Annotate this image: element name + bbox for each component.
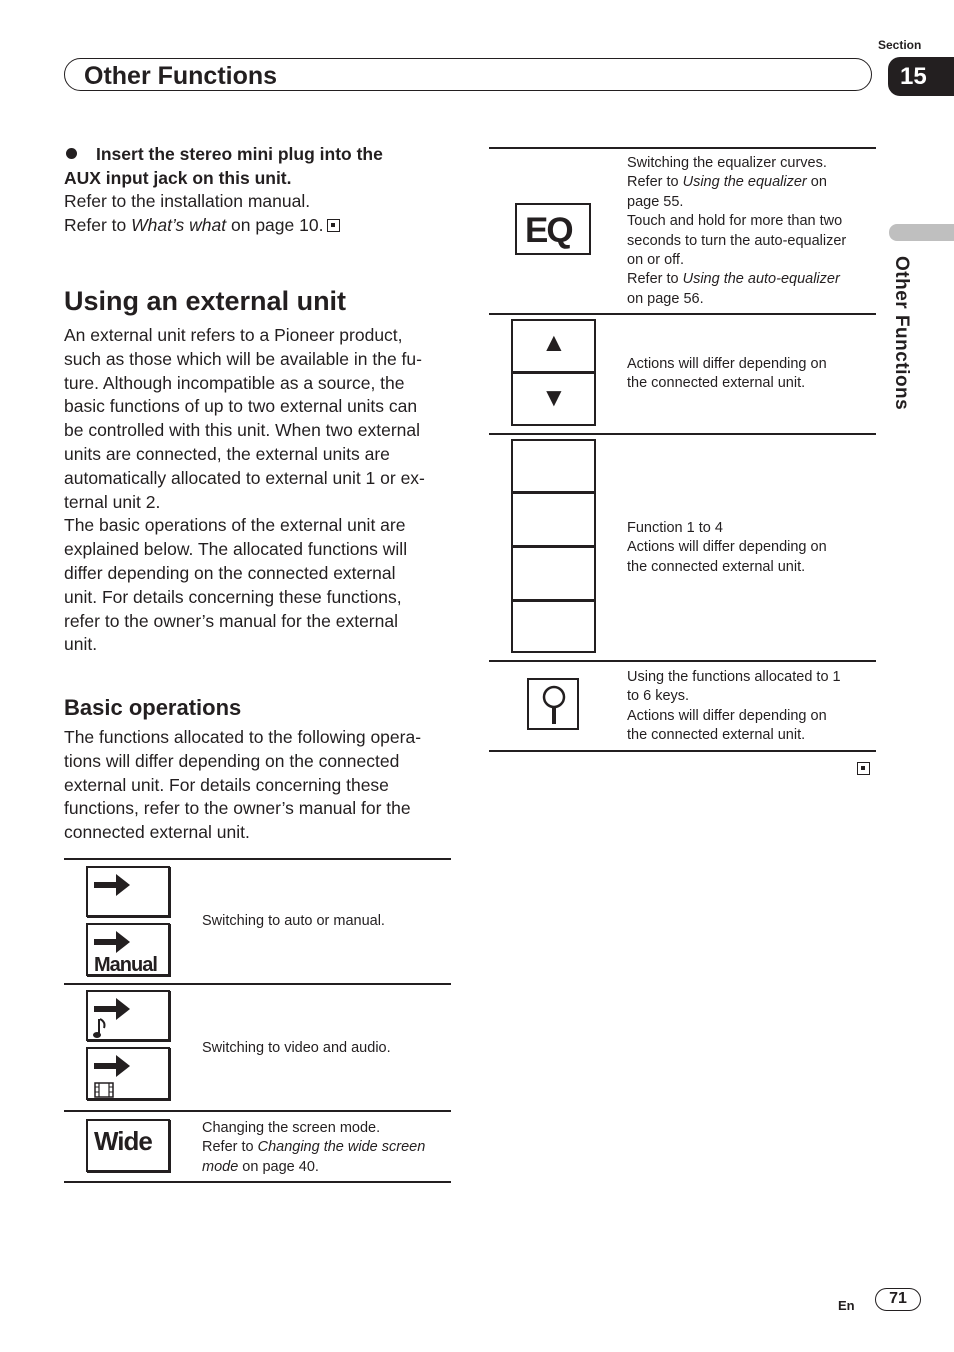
wide-key-label: Wide xyxy=(94,1126,152,1156)
table-rule xyxy=(64,1110,451,1112)
ref-suffix: on page 10. xyxy=(226,214,324,235)
eq-key-button[interactable] xyxy=(515,203,591,255)
text-line: ture. Although incompatible as a source, the xyxy=(64,372,405,393)
function-2-key-button[interactable] xyxy=(511,492,596,547)
text-line: tions will differ depending on the connected xyxy=(64,750,400,771)
language-label: En xyxy=(838,1298,855,1313)
text-line: Actions will differ depending on xyxy=(627,707,827,724)
arrow-right-icon xyxy=(94,931,132,953)
text-line: refer to the owner’s manual for the external xyxy=(64,610,398,631)
ref-prefix: Refer to xyxy=(627,271,683,288)
video-audio-description: Switching to video and audio. xyxy=(202,1040,391,1056)
text-line: the connected external unit. xyxy=(627,375,806,392)
page-number: 71 xyxy=(875,1288,921,1311)
ref-title: Using the auto-equalizer xyxy=(682,271,840,288)
audio-key-button[interactable] xyxy=(86,990,170,1041)
manual-key-label: Manual xyxy=(94,954,157,976)
ref-suffix: on page 40. xyxy=(238,1158,319,1175)
text-line: automatically allocated to external unit 1 or ex- xyxy=(64,467,425,488)
up-key-button[interactable] xyxy=(511,319,596,373)
eq-description xyxy=(627,154,872,309)
text-line: unit. For details concerning these functions, xyxy=(64,586,402,607)
text-line: The functions allocated to the following opera- xyxy=(64,727,422,747)
auto-manual-description: Switching to auto or manual. xyxy=(202,913,385,929)
ref-title: Changing the wide screen xyxy=(257,1139,426,1156)
table-rule xyxy=(64,858,451,860)
section-label: Section xyxy=(878,38,922,52)
ref-suffix: on xyxy=(806,174,827,191)
text-line: such as those which will be available in the fu- xyxy=(64,348,422,369)
aux-note-reference xyxy=(64,214,464,238)
wide-description xyxy=(202,1119,452,1177)
auto-key-button[interactable] xyxy=(86,866,170,917)
table-rule xyxy=(489,433,876,435)
side-tab-label: Other Functions xyxy=(891,256,912,411)
music-note-icon xyxy=(92,1018,108,1040)
table-rule xyxy=(489,660,876,662)
search-icon xyxy=(539,684,569,726)
aux-note-installation: Refer to the installation manual. xyxy=(64,191,311,211)
text-line: The basic operations of the external unit are xyxy=(64,515,406,536)
arrow-right-icon xyxy=(94,874,132,896)
end-mark-icon xyxy=(327,219,340,232)
text-line: basic functions of up to two external units can xyxy=(64,396,418,417)
arrow-right-icon xyxy=(94,1055,132,1077)
table-rule xyxy=(489,750,876,752)
text-line: units are connected, the external units are xyxy=(64,443,390,464)
text-line: Changing the screen mode. xyxy=(202,1120,381,1136)
text-line: ternal unit 2. xyxy=(64,491,161,512)
arrow-right-icon xyxy=(94,998,132,1020)
manual-key-button[interactable] xyxy=(86,923,170,976)
aux-instruction xyxy=(64,142,464,190)
aux-instruction-line2: AUX input jack on this unit. xyxy=(64,168,292,188)
text-line: Touch and hold for more than two xyxy=(627,213,843,230)
text-line: seconds to turn the auto-equalizer xyxy=(627,232,847,249)
text-line: on or off. xyxy=(627,252,684,269)
ref-title: Using the equalizer xyxy=(682,174,807,191)
text-line: explained below. The allocated functions will xyxy=(64,539,408,560)
text-line: differ depending on the connected external xyxy=(64,562,396,583)
table-rule xyxy=(64,1181,451,1183)
wide-key-button[interactable] xyxy=(86,1119,170,1172)
search-key-button[interactable] xyxy=(527,678,579,730)
basic-operations-description xyxy=(64,726,456,845)
function-1-key-button[interactable] xyxy=(511,439,596,493)
section-heading-external-unit: Using an external unit xyxy=(64,286,347,316)
section-number-tab: 15 xyxy=(888,57,954,96)
end-mark-icon xyxy=(857,762,870,775)
text-line: functions, refer to the owner’s manual for the xyxy=(64,798,411,819)
text-line: the connected external unit. xyxy=(627,558,806,575)
page-title: Other Functions xyxy=(84,62,278,90)
function-description xyxy=(627,519,872,577)
ref-title: What’s what xyxy=(131,214,227,235)
side-tab-bar xyxy=(889,224,954,241)
ref-title: mode xyxy=(202,1158,239,1175)
video-key-button[interactable] xyxy=(86,1047,170,1100)
aux-notes xyxy=(64,190,464,238)
down-arrow-icon: ▼ xyxy=(541,382,567,412)
text-line: on page 56. xyxy=(627,290,704,307)
updown-description xyxy=(627,355,872,394)
ref-prefix: Refer to xyxy=(627,174,683,191)
text-line xyxy=(627,270,872,289)
text-line: to 6 keys. xyxy=(627,688,690,705)
end-mark xyxy=(857,761,870,779)
text-line: connected external unit. xyxy=(64,822,250,843)
text-line: be controlled with this unit. When two external xyxy=(64,420,421,441)
search-description xyxy=(627,668,872,746)
film-strip-icon xyxy=(94,1082,114,1098)
text-line: Using the functions allocated to 1 xyxy=(627,669,841,685)
text-line xyxy=(202,1138,452,1157)
subheading-basic-operations: Basic operations xyxy=(64,695,242,720)
text-line: Actions will differ depending on xyxy=(627,356,827,372)
text-line: page 55. xyxy=(627,193,684,210)
text-line: the connected external unit. xyxy=(627,727,806,744)
ref-prefix: Refer to xyxy=(64,214,132,235)
function-4-key-button[interactable] xyxy=(511,600,596,653)
ref-prefix: Refer to xyxy=(202,1139,258,1156)
table-rule xyxy=(489,147,876,149)
up-arrow-icon: ▲ xyxy=(541,327,567,357)
text-line: Switching the equalizer curves. xyxy=(627,155,827,171)
eq-key-label: EQ xyxy=(525,211,572,250)
text-line xyxy=(627,173,872,192)
external-unit-description xyxy=(64,324,456,657)
text-line: An external unit refers to a Pioneer product, xyxy=(64,325,403,345)
function-3-key-button[interactable] xyxy=(511,546,596,601)
table-rule xyxy=(489,313,876,315)
text-line: unit. xyxy=(64,634,98,655)
text-line: external unit. For details concerning these xyxy=(64,774,389,795)
text-line: Function 1 to 4 xyxy=(627,520,723,536)
down-key-button[interactable] xyxy=(511,372,596,426)
table-rule xyxy=(64,983,451,985)
text-line: Actions will differ depending on xyxy=(627,539,827,556)
text-line xyxy=(202,1158,452,1177)
aux-instruction-line1: Insert the stereo mini plug into the xyxy=(96,144,383,164)
